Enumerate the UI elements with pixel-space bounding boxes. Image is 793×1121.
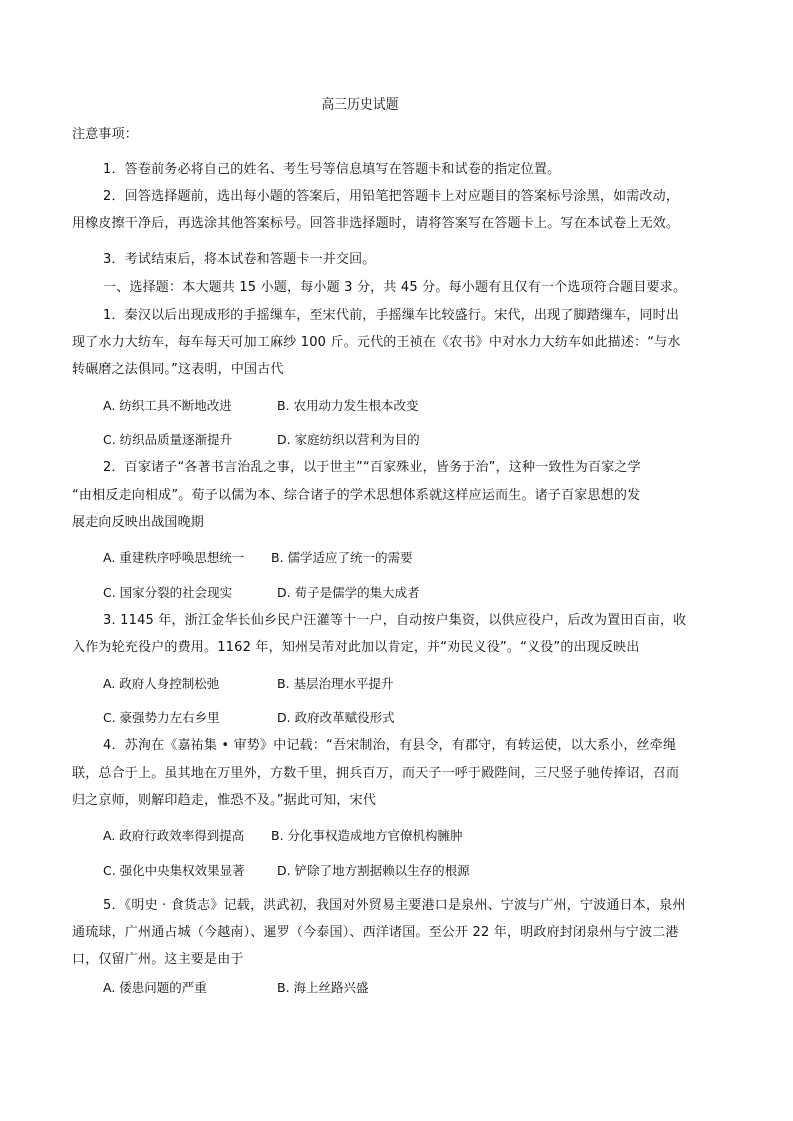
notice-item-2-line-2: 用橡皮擦干净后，再选涂其他答案标号。回答非选择题时，请将答案写在答题卡上。写在本试卷上无效。 — [72, 216, 680, 231]
question-1-option-b: B. 农用动力发生根本改变 — [277, 398, 419, 413]
section-heading: 一、选择题：本大题共 15 小题，每小题 3 分，共 45 分。每小题有且仅有一个选项符合题目要求。 — [103, 280, 687, 295]
question-2-line-1: 2．百家诸子“各著书言治乱之事，以于世主”“百家殊业，皆务于治”，这种一致性为百家之学 — [103, 460, 641, 475]
question-1-line-2: 现了水力大纺车，每车每天可加工麻纱 100 斤。元代的王祯在《农书》中对水力大纺车如此描述：“与水 — [72, 335, 681, 350]
question-1-line-1: 1．秦汉以后出现成形的手摇缫车，至宋代前，手摇缫车比较盛行。宋代，出现了脚踏缫车，同时出 — [103, 308, 680, 323]
question-5-option-a: A. 倭患问题的严重 — [103, 980, 207, 995]
question-1-option-d: D. 家庭纺织以营利为目的 — [277, 432, 420, 447]
question-2-option-c: C. 国家分裂的社会现实 — [103, 585, 233, 600]
question-2-line-3: 展走向反映出战国晚期 — [72, 515, 205, 530]
question-3-option-d: D. 政府改革赋役形式 — [277, 710, 395, 725]
question-2-option-a: A. 重建秩序呼唤思想统一 — [103, 550, 245, 565]
question-3-option-a: A. 政府人身控制松弛 — [103, 676, 220, 691]
page-title: 高三历史试题 — [321, 97, 399, 113]
notice-item-2-line-1: 2．回答选择题前，选出每小题的答案后，用铅笔把答题卡上对应题目的答案标号涂黑，如需改动， — [103, 189, 680, 204]
question-3-line-2: 入作为轮充役户的费用。1162 年，知州吴芾对此加以肯定，并“劝民义役”。“义役”的出现反映出 — [72, 640, 640, 655]
question-3-line-1: 3. 1145 年，浙江金华长仙乡民户汪灌等十一户，自动按户集资，以供应役户，后改为置田百亩，收 — [103, 613, 687, 628]
question-5-line-3: 口，仅留广州。这主要是由于 — [72, 952, 244, 967]
question-5-option-b: B. 海上丝路兴盛 — [277, 980, 369, 995]
notice-item-3: 3．考试结束后，将本试卷和答题卡一并交回。 — [103, 252, 376, 267]
question-4-line-1: 4．苏洵在《嘉祐集 • 审势》中记载：“吾宋制治，有县令，有郡守，有转运使，以大系小，丝牵绳 — [103, 738, 677, 753]
question-4-option-d: D. 铲除了地方割据赖以生存的根源 — [277, 863, 470, 878]
question-4-option-a: A. 政府行政效率得到提高 — [103, 828, 245, 843]
question-4-option-c: C. 强化中央集权效果显著 — [103, 863, 245, 878]
question-3-option-c: C. 豪强势力左右乡里 — [103, 710, 220, 725]
question-4-line-2: 联，总合于上。虽其地在万里外，方数千里，拥兵百万，而天子一呼于殿陛间，三尺竖子驰传捧诏，召而 — [72, 766, 680, 781]
question-2-option-b: B. 儒学适应了统一的需要 — [271, 550, 413, 565]
question-1-option-c: C. 纺织品质量逐渐提升 — [103, 432, 233, 447]
question-1-line-3: 转碾磨之法俱同。”这表明，中国古代 — [72, 362, 284, 377]
question-2-line-2: “由相反走向相成”。荀子以儒为本、综合诸子的学术思想体系就这样应运而生。诸子百家思想的发 — [72, 488, 641, 503]
question-5-line-2: 通琉球，广州通占城（今越南）、暹罗（今泰国）、西洋诸国。至公开 22 年，明政府封闭泉州与宁波二港 — [72, 925, 679, 940]
notice-item-1: 1．答卷前务必将自己的姓名、考生号等信息填写在答题卡和试卷的指定位置。 — [103, 162, 561, 177]
question-2-option-d: D. 荀子是儒学的集大成者 — [277, 585, 420, 600]
question-5-line-1: 5．《明史 · 食货志》记载，洪武初，我国对外贸易主要港口是泉州、宁波与广州，宁波通日本，泉州 — [103, 898, 686, 913]
question-4-line-3: 归之京师，则解印趋走，惟恐不及。”据此可知，宋代 — [72, 793, 377, 808]
question-3-option-b: B. 基层治理水平提升 — [277, 676, 394, 691]
question-1-option-a: A. 纺织工具不断地改进 — [103, 398, 232, 413]
notice-heading: 注意事项： — [72, 127, 139, 142]
question-4-option-b: B. 分化事权造成地方官僚机构臃肿 — [271, 828, 463, 843]
